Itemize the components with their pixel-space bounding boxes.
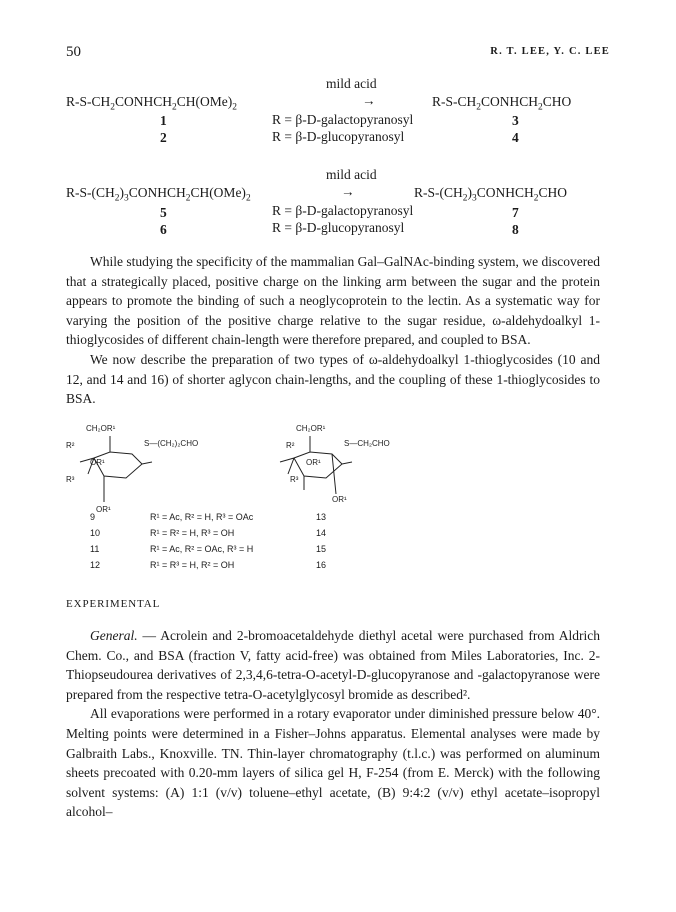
- substituent-definition: R¹ = R³ = H, R² = OH: [150, 560, 235, 570]
- subsection-heading: General.: [90, 628, 138, 643]
- paragraph: General. — Acrolein and 2-bromoacetaldehyde diethyl acetal were purchased from Aldrich Chem. Co., and BSA (fraction V, fatty acid-free) was obtained from Miles Laboratories, Inc. 2-Thiopseudourea derivatives of 2,3,4,6-tetra-O-acetyl-D-glucopyranose and -galactopyranose were prepared from the respective tetra-O-acetylglycosyl bromide as described².: [66, 628, 600, 702]
- ring-or-label: OR¹: [306, 458, 321, 467]
- scheme2-arrow: →: [341, 184, 355, 199]
- compound-number: 10: [90, 528, 101, 538]
- compound-number: 13: [316, 512, 327, 522]
- compound-number: 3: [512, 113, 519, 128]
- ch2or-label: CH₂OR¹: [86, 424, 116, 433]
- scheme2-product: $R-S-(CH_2)_3CONHCH_2CHO$: [414, 185, 567, 204]
- scheme1-reactant: $R-S-CH_2CONHCH_2CH(OMe)_2$: [66, 94, 237, 113]
- section-heading: EXPERIMENTAL: [66, 598, 161, 610]
- compound-number: 7: [512, 205, 519, 220]
- scheme2-reactant: $R-S-(CH_2)_3CONHCH_2CH(OMe)_2$: [66, 185, 251, 204]
- ring-or-label: OR¹: [90, 458, 105, 467]
- or-label: OR¹: [332, 495, 347, 504]
- paragraph: We now describe the preparation of two types of ω-aldehydoalkyl 1-thioglycosides (10 and 12, and 14 and 16) of shorter aglycon chain-lengths, and the coupling of these 1-thioglycosides to BSA.: [66, 351, 600, 407]
- compound-number: 5: [160, 205, 167, 220]
- aglycon-label: S—CH₂CHO: [344, 439, 390, 448]
- r-definition: R = β-D-galactopyranosyl: [272, 203, 414, 218]
- compound-number: 11: [90, 544, 100, 554]
- substituent-definition: R¹ = R² = H, R³ = OH: [150, 528, 235, 538]
- compound-number: 4: [512, 130, 519, 145]
- compound-number: 1: [160, 113, 167, 128]
- compound-number: 6: [160, 222, 167, 237]
- structure-diagram: [60, 418, 620, 520]
- ch2or-label: CH₂OR¹: [296, 424, 326, 433]
- scheme1-product: $R-S-CH_2CONHCH_2CHO$: [432, 94, 572, 113]
- compound-number: 2: [160, 130, 167, 145]
- substituent-definition: R¹ = Ac, R² = H, R³ = OAc: [150, 512, 254, 522]
- compound-number: 12: [90, 560, 101, 570]
- r2-label: R²: [66, 441, 75, 450]
- compound-number: 15: [316, 544, 327, 554]
- r3-label: R³: [290, 475, 299, 484]
- running-head-authors: R. T. LEE, Y. C. LEE: [490, 46, 610, 57]
- paragraph: While studying the specificity of the mammalian Gal–GalNAc-binding system, we discovered that a strategically placed, positive charge on the linking arm between the sugar and the protein appears to promote the binding of such a neoglycoprotein to the lectin. As a systematic way for varying the position of the positive charge relative to the sugar residue, ω-aldehydoalkyl 1-thioglycosides of different chain-length were therefore prepared, and coupled to BSA.: [66, 254, 600, 348]
- r-definition: R = β-D-galactopyranosyl: [272, 112, 414, 127]
- aglycon-label: S—(CH₂)₂CHO: [144, 439, 199, 448]
- scheme1-condition: mild acid: [326, 76, 377, 91]
- r2-label: R²: [286, 441, 295, 450]
- substituent-definition: R¹ = Ac, R² = OAc, R³ = H: [150, 544, 254, 554]
- page-number: 50: [66, 44, 81, 60]
- or-label: OR¹: [96, 505, 111, 514]
- compound-number: 9: [90, 512, 96, 522]
- scheme2-condition: mild acid: [326, 167, 377, 182]
- compound-number: 8: [512, 222, 519, 237]
- experimental-text: [66, 626, 600, 822]
- intro-text: [66, 252, 600, 409]
- compound-number: 16: [316, 560, 327, 570]
- paragraph: All evaporations were performed in a rotary evaporator under diminished pressure below 40°. Melting points were determined in a Fisher–Johns apparatus. Elemental analyses were made by Galbraith Labs., Knoxville. TN. Thin-layer chromatography (t.l.c.) was performed on aluminum sheets precoated with 0.20-mm layers of silica gel H, F-254 (from E. Merck) with the following solvent systems: (A) 1:1 (v/v) toluene–ethyl acetate, (B) 9:4:2 (v/v) ethyl acetate–isopropyl alcohol–: [66, 706, 600, 820]
- r3-label: R³: [66, 475, 75, 484]
- r-definition: R = β-D-glucopyranosyl: [272, 129, 405, 144]
- compound-number: 14: [316, 528, 327, 538]
- scheme1-arrow: →: [362, 93, 376, 108]
- r-definition: R = β-D-glucopyranosyl: [272, 220, 405, 235]
